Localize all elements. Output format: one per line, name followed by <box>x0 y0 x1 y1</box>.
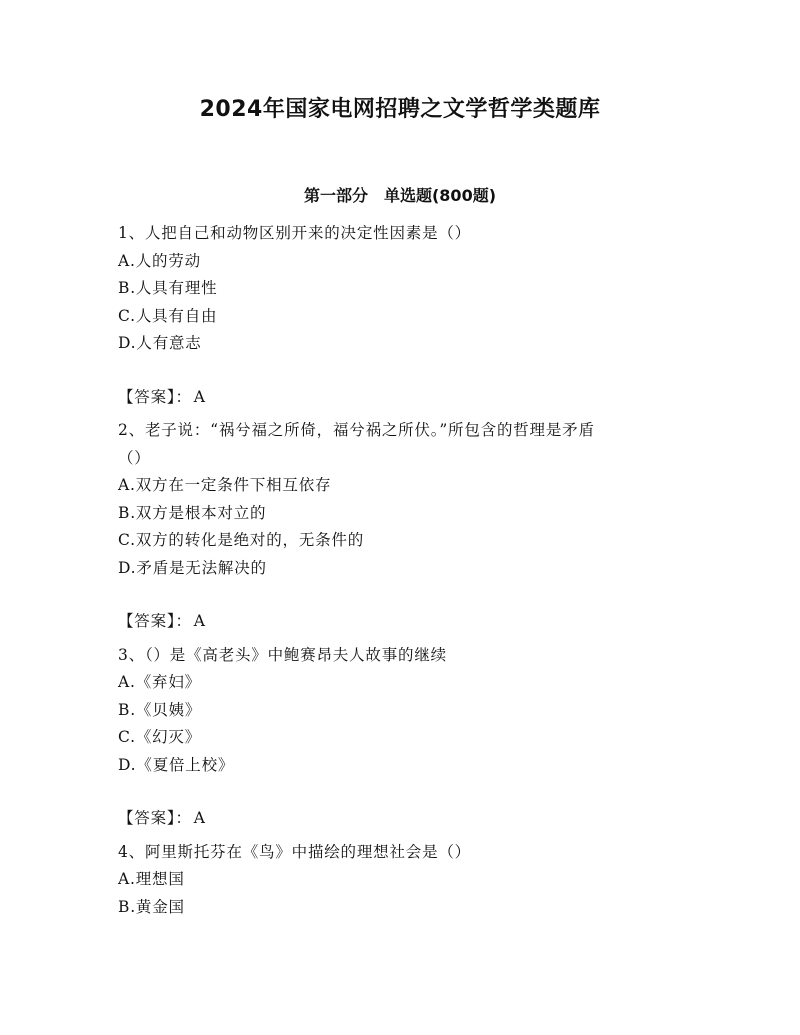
option-c: C.人具有自由 <box>118 306 218 325</box>
option-b: B.《贝姨》 <box>118 700 202 719</box>
option-d: D.《夏倍上校》 <box>118 755 235 774</box>
option-b: B.黄金国 <box>118 897 185 916</box>
question-2 <box>118 417 688 636</box>
option-d: D.矛盾是无法解决的 <box>118 558 267 577</box>
question-list <box>118 220 688 921</box>
question-stem: 4、阿里斯托芬在《鸟》中描绘的理想社会是（） <box>118 842 471 861</box>
answer-label: 【答案】： <box>118 612 192 630</box>
question-1 <box>118 220 688 411</box>
option-c: C.双方的转化是绝对的，无条件的 <box>118 531 365 549</box>
question-stem: 1、人把自己和动物区别开来的决定性因素是（） <box>118 224 471 242</box>
answer-line <box>118 608 688 636</box>
option-b: B.双方是根本对立的 <box>118 503 267 522</box>
question-4 <box>118 839 688 922</box>
question-3 <box>118 642 688 833</box>
question-stem: 2、老子说：“祸兮福之所倚，福兮祸之所伏。”所包含的哲理是矛盾 <box>118 421 595 439</box>
option-a: A.理想国 <box>118 870 185 888</box>
answer-line <box>118 805 688 833</box>
option-a: A.《弃妇》 <box>118 673 201 691</box>
answer-key: A <box>193 809 206 827</box>
answer-key: A <box>193 387 206 406</box>
option-b: B.人具有理性 <box>118 279 218 297</box>
answer-label: 【答案】： <box>118 387 192 406</box>
option-c: C.《幻灭》 <box>118 728 202 746</box>
question-stem: 3、（）是《高老头》中鲍赛昂夫人故事的继续 <box>118 645 447 664</box>
answer-key: A <box>193 612 206 630</box>
option-d: D.人有意志 <box>118 334 202 352</box>
section-title: 第一部分 单选题(800题) <box>303 186 497 205</box>
page-title: 2024年国家电网招聘之文学哲学类题库 <box>199 97 601 122</box>
option-a: A.人的劳动 <box>118 251 201 270</box>
answer-label: 【答案】： <box>118 809 192 827</box>
answer-line <box>118 384 688 412</box>
option-a: A.双方在一定条件下相互依存 <box>118 476 332 494</box>
question-stem-continued: （） <box>118 448 151 467</box>
